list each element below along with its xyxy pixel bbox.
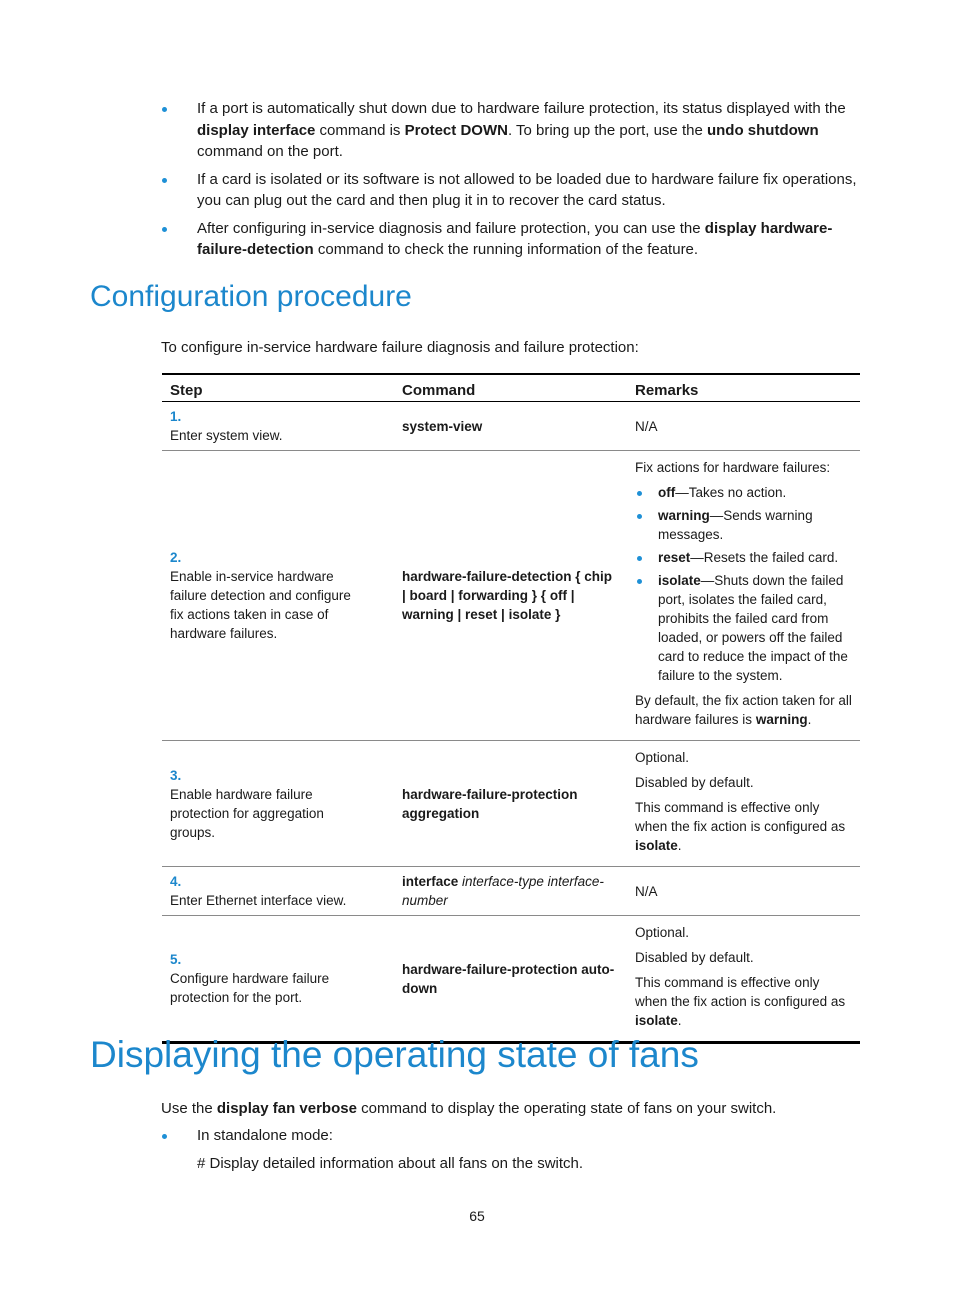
example-comment: # Display detailed information about all fans on the switch. <box>197 1155 584 1172</box>
list-item: After configuring in-service diagnosis and failure protection, you can use the display hardware-failure-detection command to check the running information of the feature. <box>160 218 872 261</box>
step-number: 4. <box>170 874 182 889</box>
remarks-line: Optional. <box>635 925 690 940</box>
remarks-cell <box>627 451 860 741</box>
table-row <box>162 916 860 1043</box>
fix-actions-list <box>635 483 852 685</box>
remarks-intro: Fix actions for hardware failures: <box>635 460 831 475</box>
intro-bullet-list <box>160 98 872 267</box>
remarks-cell: N/A <box>635 418 658 434</box>
remarks-line: Disabled by default. <box>635 775 754 790</box>
step-text: Enter Ethernet interface view. <box>170 893 347 908</box>
remarks-note: This command is effective only when the fix action is configured as isolate. <box>635 800 846 853</box>
remarks-cell: N/A <box>627 867 860 916</box>
table-row <box>162 867 860 916</box>
step-text: Enter system view. <box>170 428 283 443</box>
section-intro: To configure in-service hardware failure diagnosis and failure protection: <box>161 339 639 356</box>
list-item: isolate—Shuts down the failed port, isolates the failed card, prohibits the failed card from loaded, or powers off the failed card to reduce the impact of the failure to the system. <box>635 571 852 685</box>
config-steps-table <box>162 373 860 1044</box>
remarks-line: Disabled by default. <box>635 950 754 965</box>
table-header-row <box>162 374 860 402</box>
step-cell <box>162 741 394 867</box>
command-cell: hardware-failure-protection auto-down <box>394 916 627 1043</box>
command-cell: hardware-failure-detection { chip | board | forwarding } { off | warning | reset | isolate } <box>394 451 627 741</box>
remarks-line: Optional. <box>635 750 690 765</box>
bullet-dot-icon <box>637 491 642 496</box>
bullet-dot-icon <box>162 1134 167 1139</box>
step-cell <box>162 916 394 1043</box>
bullet-dot-icon <box>162 178 167 183</box>
step-cell <box>162 402 394 451</box>
bullet-dot-icon <box>637 556 642 561</box>
list-item: off—Takes no action. <box>635 483 852 502</box>
step-text: Configure hardware failure protection for the port. <box>170 971 330 1005</box>
step-text: Enable hardware failure protection for aggregation groups. <box>170 786 324 840</box>
bullet-dot-icon <box>637 514 642 519</box>
list-item: warning—Sends warning messages. <box>635 506 852 544</box>
list-item: In standalone mode: <box>160 1125 333 1146</box>
step-cell <box>162 451 394 741</box>
table-row <box>162 451 860 741</box>
command-cell: system-view <box>402 418 483 434</box>
column-header-step: Step <box>162 374 394 402</box>
step-text: Enable in-service hardware failure detection and configure fix actions taken in case of hardware failures. <box>170 569 351 641</box>
list-item: If a card is isolated or its software is not allowed to be loaded due to hardware failure fix operations, you can plug out the card and then plug it in to recover the card status. <box>160 169 872 212</box>
step-number: 3. <box>170 767 182 783</box>
column-header-command: Command <box>394 374 627 402</box>
page-number: 65 <box>469 1208 485 1224</box>
list-item: If a port is automatically shut down due to hardware failure protection, its status displayed with the display interface command is Protect DOWN. To bring up the port, use the undo shutdown command on the port. <box>160 98 872 163</box>
bullet-dot-icon <box>162 107 167 112</box>
step-number: 1. <box>170 409 182 424</box>
remarks-default: By default, the fix action taken for all hardware failures is warning. <box>635 693 852 727</box>
section-heading-fans: Displaying the operating state of fans <box>90 1034 699 1075</box>
list-item: reset—Resets the failed card. <box>635 548 852 567</box>
command-cell: interface interface-type interface-number <box>394 867 627 916</box>
bullet-dot-icon <box>162 227 167 232</box>
fans-intro: Use the display fan verbose command to display the operating state of fans on your switch. <box>161 1100 777 1117</box>
command-cell: hardware-failure-protection aggregation <box>394 741 627 867</box>
remarks-note: This command is effective only when the fix action is configured as isolate. <box>635 975 846 1028</box>
remarks-cell <box>627 741 860 867</box>
step-number: 5. <box>170 952 182 967</box>
bullet-dot-icon <box>637 579 642 584</box>
step-number: 2. <box>170 550 182 565</box>
remarks-cell <box>627 916 860 1043</box>
table-row <box>162 402 860 451</box>
section-heading-configuration: Configuration procedure <box>90 280 412 313</box>
step-cell <box>162 867 394 916</box>
table-row <box>162 741 860 867</box>
column-header-remarks: Remarks <box>627 374 860 402</box>
